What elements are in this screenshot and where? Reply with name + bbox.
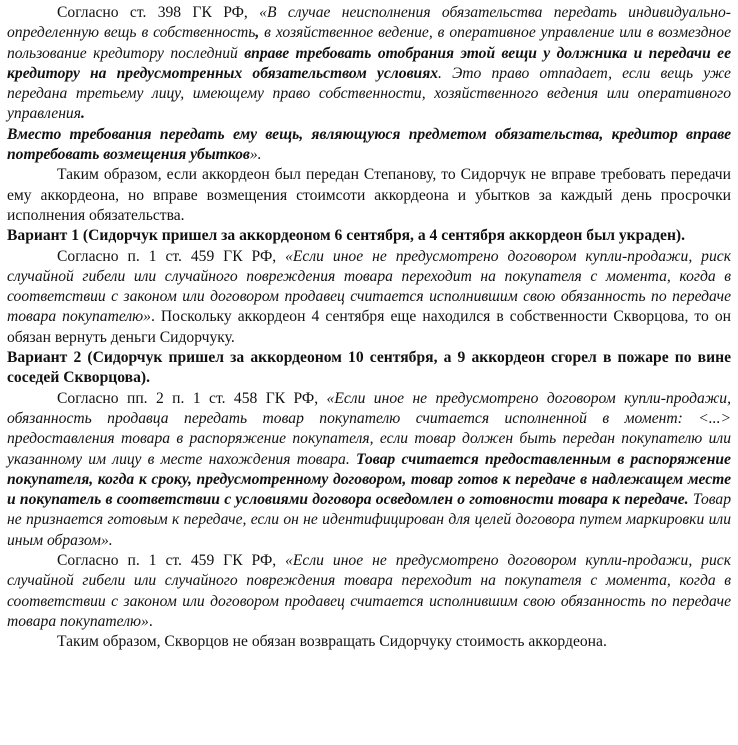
text-run: . (148, 612, 153, 630)
text-run: . Поскольку аккордеон 4 сентября еще находился в собственности Скворцова, то он обязан вернуть деньги Сидорчуку. (7, 308, 731, 346)
quote-run: . Это право отпадает, если вещь уже передана третьему лицу, имеющему право собственности, хозяйственного ведения или оперативного управления (7, 64, 731, 123)
quote-run: «Если иное не предусмотрено договором купли-продажи, риск случайной гибели или случайного повреждения товара переходит на покупателя с момента, когда в соответствии с законом или договором продавец считается исполнившим свою обязанность по передаче товара покупателю» (7, 552, 731, 630)
quote-run: в хозяйственное ведение, в оперативное управление или в возмездное пользование кредитору последний (7, 24, 731, 62)
quote-run: «Если иное не предусмотрено договором купли-продажи, обязанность продавца передать товар покупателю считается исполненной в момент: <...> предоставления товара в распоряжение покупателя, если товар должен быть передан покупателю или указанному им лицу в месте нахождения товара. (7, 389, 731, 468)
paragraph-art-459-a (7, 247, 731, 348)
text-run: Согласно пп. 2 п. 1 ст. 458 ГК РФ, (57, 389, 327, 407)
text-run: Таким образом, Скворцов не обязан возвращать Сидорчуку стоимость аккордеона. (57, 633, 607, 651)
quote-run: «Если иное не предусмотрено договором купли-продажи, риск случайной гибели или случайного повреждения товара переходит на покупателя с момента, когда в соответствии с законом или договором продавец считается исполнившим свою обязанность по передаче товара покупателю» (7, 247, 731, 326)
text-run: Таким образом, если аккордеон был передан Степанову, то Сидорчук не вправе требовать передачи ему аккордеона, но вправе возмещения стоимсоти аккордеона и убытков за каждый день просрочки исполнения обязательства. (7, 166, 731, 224)
emphasis-run: Вместо требования передать ему вещь, являющуюся предметом обязательства, кредитор вправе потребовать возмещения убытков (7, 125, 731, 164)
emphasis-run: , (255, 24, 260, 42)
quote-run: «В случае неисполнения обязательства передать индивидуально-определенную вещь в собственность (7, 4, 731, 42)
emphasis-run: Товар считается предоставленным в распоряжение покупателя, когда к сроку, предусмотренному договором, товар готов к передаче в надлежащем месте и покупатель в соответствии с условиями договора осведомлен о готовности товара к передаче. (7, 450, 731, 509)
heading-text: Вариант 2 (Сидорчук пришел за аккордеоном 10 сентября, а 9 аккордеон сгорел в пожаре по вине соседей Скворцова). (7, 349, 731, 387)
quote-run: ». (249, 146, 262, 164)
paragraph-art-398 (7, 3, 731, 125)
paragraph-art-459-b (7, 551, 731, 632)
emphasis-run: вправе требовать отобрания этой вещи у должника и передачи ее кредитору на предусмотренных обязательством условиях (7, 44, 731, 82)
heading-text: Вариант 1 (Сидорчук пришел за аккордеоном 6 сентября, а 4 сентября аккордеон был украден). (7, 227, 686, 245)
text-run: Согласно ст. 398 ГК РФ, (57, 4, 260, 21)
paragraph-damages-clause (7, 125, 731, 166)
text-run: Согласно п. 1 ст. 459 ГК РФ, (57, 247, 286, 265)
emphasis-run: . (80, 105, 85, 123)
text-run: Согласно п. 1 ст. 459 ГК РФ, (57, 552, 286, 570)
quote-run: Товар не признается готовым к передаче, если он не идентифицирован для целей договора путем маркировки или иным образом». (7, 491, 732, 549)
paragraph-art-458 (7, 389, 731, 551)
heading-variant-1 (7, 226, 731, 246)
heading-variant-2 (7, 348, 731, 389)
paragraph-conclusion-1 (7, 165, 731, 226)
paragraph-conclusion-2 (7, 632, 731, 652)
